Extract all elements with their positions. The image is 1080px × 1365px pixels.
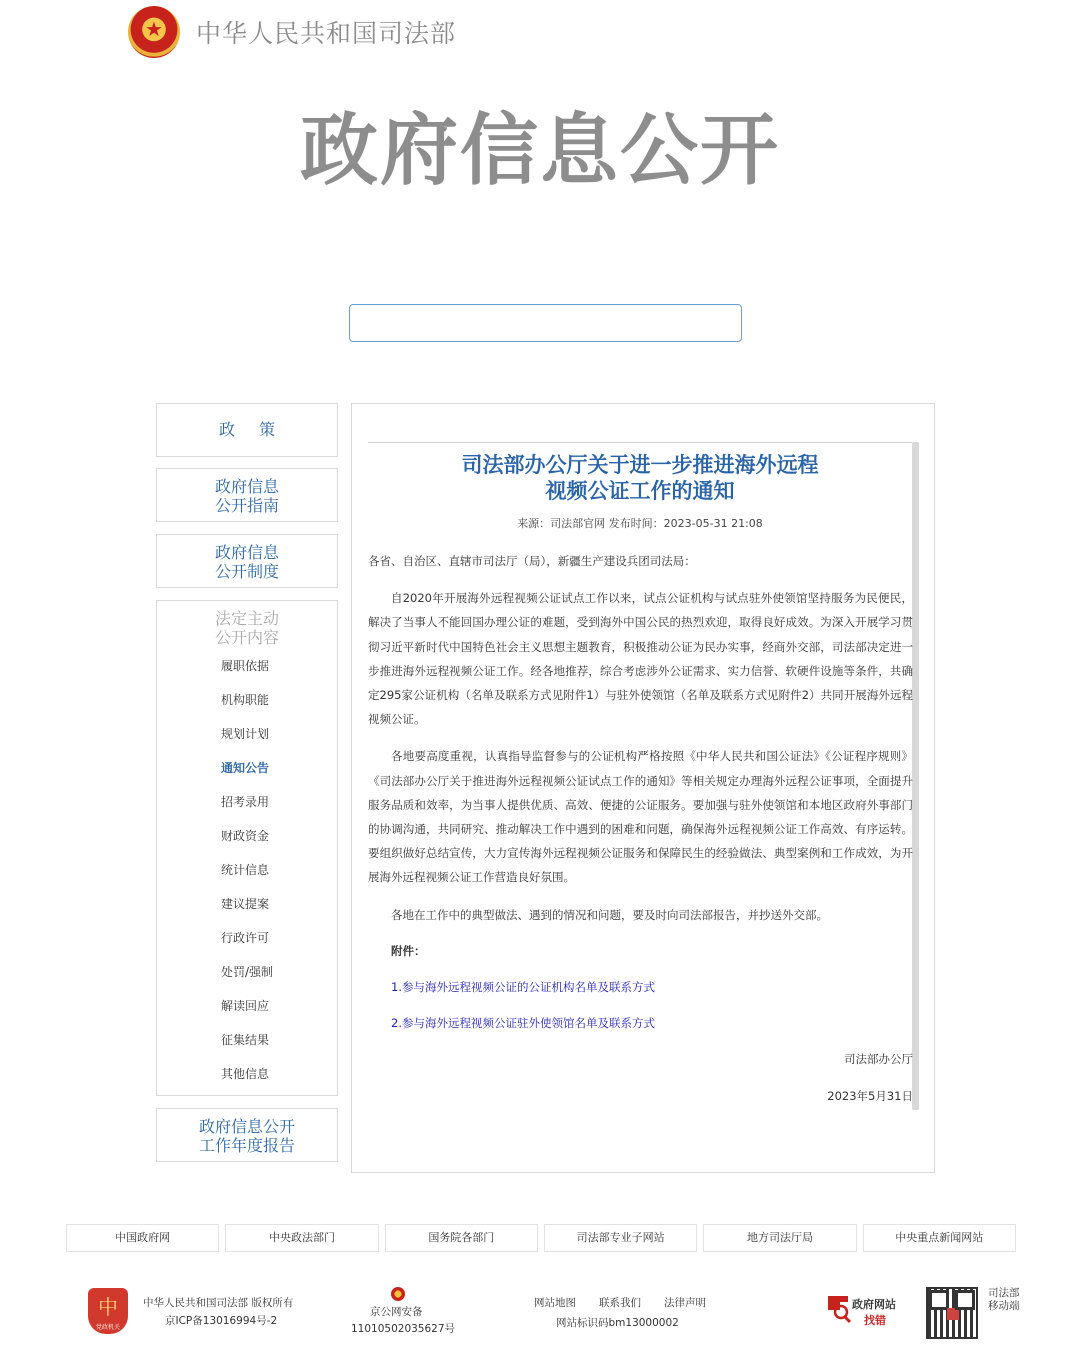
- article-meta: 来源：司法部官网 发布时间：2023-05-31 21:08: [517, 517, 763, 530]
- footer-link-political-legal[interactable]: 中央政法部门: [225, 1224, 378, 1252]
- sidebar-item-licensing[interactable]: 行政许可: [221, 931, 270, 945]
- scrollbar[interactable]: [912, 442, 919, 1110]
- salutation: 各省、自治区、直辖市司法厅（局），新疆生产建设兵团司法局：: [368, 554, 696, 568]
- article-title: [368, 452, 912, 504]
- attachment-link-1[interactable]: 1.参与海外远程视频公证的公证机构名单及联系方式: [391, 980, 655, 995]
- sidebar-item-label: 政府信息: [214, 543, 279, 562]
- sidebar-item-interpretation[interactable]: 解读回应: [221, 999, 270, 1013]
- copyright-text: 中华人民共和国司法部 版权所有: [143, 1297, 294, 1309]
- sidebar-group-title-line: 公开内容: [214, 628, 279, 647]
- search-input[interactable]: [349, 304, 742, 342]
- attachment-link-2[interactable]: 2.参与海外远程视频公证驻外使领馆名单及联系方式: [391, 1016, 655, 1031]
- magnifier-icon: [826, 1292, 852, 1324]
- error-report-title: 政府网站: [852, 1298, 896, 1311]
- icp-text[interactable]: 京ICP备13016994号-2: [165, 1315, 278, 1327]
- sidebar-item-system[interactable]: [156, 534, 338, 588]
- footer-link-news-sites[interactable]: 中央重点新闻网站: [863, 1224, 1016, 1252]
- sidebar-group-title: [157, 601, 337, 647]
- sidebar-item-notices[interactable]: 通知公告: [221, 761, 270, 775]
- sidebar-item-recruitment[interactable]: 招考录用: [221, 795, 270, 809]
- sidebar-item-label: 政府信息公开: [198, 1117, 295, 1136]
- paragraph: 各地在工作中的典型做法、遇到的情况和问题，要及时向司法部报告，并抄送外交部。: [391, 907, 828, 922]
- attachment-label: 附件：: [391, 943, 426, 958]
- sidebar-item-guide[interactable]: [156, 468, 338, 522]
- mobile-label: 司法部移动端: [988, 1287, 1020, 1312]
- site-id-text: 网站标识码bm13000002: [556, 1317, 679, 1329]
- party-government-badge-icon[interactable]: 中 党政机关: [88, 1288, 128, 1334]
- footer-link-gov[interactable]: 中国政府网: [66, 1224, 219, 1252]
- paragraph: 各地要高度重视，认真指导监督参与的公证机构严格按照《中华人民共和国公证法》《公证程序规则》《司法部办公厅关于推进海外远程视频公证试点工作的通知》等相关规定办理海外远程公证事项，全面提升服务品质和效率，为当事人提供优质、高效、便捷的公证服务。要加强与驻外使领馆和本地区政府外事部门的协调沟通，共同研究、推动解决工作中遇到的困难和问题，确保海外远程视频公证工作高效、有序运转。要组织做好总结宣传，大力宣传海外远程视频公证服务和保障民生的经验做法、典型案例和工作成效，为开展海外远程视频公证工作营造良好氛围。: [368, 749, 913, 885]
- national-emblem-icon: [128, 6, 180, 58]
- document-date: 2023年5月31日: [827, 1088, 913, 1103]
- sidebar-item-proposals[interactable]: 建议提案: [221, 897, 270, 911]
- signature: 司法部办公厅: [844, 1052, 913, 1067]
- sidebar-group-title-line: 法定主动: [214, 609, 279, 628]
- article-title-line: 司法部办公厅关于进一步推进海外远程: [461, 453, 819, 477]
- paragraph: 自2020年开展海外远程视频公证试点工作以来，试点公证机构与试点驻外使领馆坚持服务为民便民，解决了当事人不能回国办理公证的难题，受到海外中国公民的热烈欢迎，取得良好成效。为深入开展学习贯彻习近平新时代中国特色社会主义思想主题教育，积极推动公证为民办实事，经商外交部，司法部决定进一步推进海外远程视频公证工作。经各地推荐，综合考虑涉外公证需求、实力信誉、软硬件设施等条件，共确定295家公证机构（名单及联系方式见附件1）与驻外使领馆（名单及联系方式见附件2）共同开展海外远程视频公证。: [368, 591, 913, 727]
- site-name[interactable]: 中华人民共和国司法部: [196, 19, 457, 48]
- footer-nav-legal[interactable]: 法律声明: [664, 1297, 706, 1309]
- article-title-line: 视频公证工作的通知: [545, 479, 735, 503]
- sidebar-item-label: 公开制度: [214, 562, 279, 581]
- sidebar-group-statutory-content: [156, 600, 338, 1096]
- sidebar-item-finance[interactable]: 财政资金: [221, 829, 270, 843]
- sidebar-item-label: 工作年度报告: [198, 1136, 295, 1155]
- sidebar-item-basis[interactable]: 履职依据: [221, 659, 270, 673]
- sidebar-item-statistics[interactable]: 统计信息: [221, 863, 270, 877]
- sidebar-item-other[interactable]: 其他信息: [221, 1067, 270, 1081]
- police-record-label[interactable]: 京公网安备: [370, 1306, 423, 1318]
- qr-code-icon: [926, 1287, 978, 1339]
- error-report-subtitle: 找错: [864, 1314, 886, 1327]
- sidebar-item-label: 公开指南: [214, 496, 279, 515]
- sidebar-item-label: 政府信息: [214, 477, 279, 496]
- footer-link-subsites[interactable]: 司法部专业子网站: [544, 1224, 697, 1252]
- footer-nav-sitemap[interactable]: 网站地图: [534, 1297, 576, 1309]
- sidebar-item-solicitation[interactable]: 征集结果: [221, 1033, 270, 1047]
- divider: [368, 442, 912, 443]
- badge-text: 党政机关: [95, 1324, 120, 1331]
- sidebar-item-policy[interactable]: 政策: [156, 403, 338, 457]
- police-record-number[interactable]: 11010502035627号: [351, 1323, 456, 1335]
- article-body: [368, 549, 913, 1108]
- footer-link-local-bureaus[interactable]: 地方司法厅局: [703, 1224, 856, 1252]
- footer-nav-contact[interactable]: 联系我们: [599, 1297, 641, 1309]
- sidebar-item-functions[interactable]: 机构职能: [221, 693, 270, 707]
- sidebar-item-plans[interactable]: 规划计划: [221, 727, 270, 741]
- footer-link-bar: [66, 1224, 1016, 1252]
- banner-title: 政府信息公开: [299, 106, 780, 196]
- police-badge-icon: [391, 1287, 405, 1301]
- footer-link-state-council[interactable]: 国务院各部门: [385, 1224, 538, 1252]
- sidebar-item-annual-report[interactable]: [156, 1108, 338, 1162]
- sidebar-item-penalties[interactable]: 处罚/强制: [221, 965, 274, 979]
